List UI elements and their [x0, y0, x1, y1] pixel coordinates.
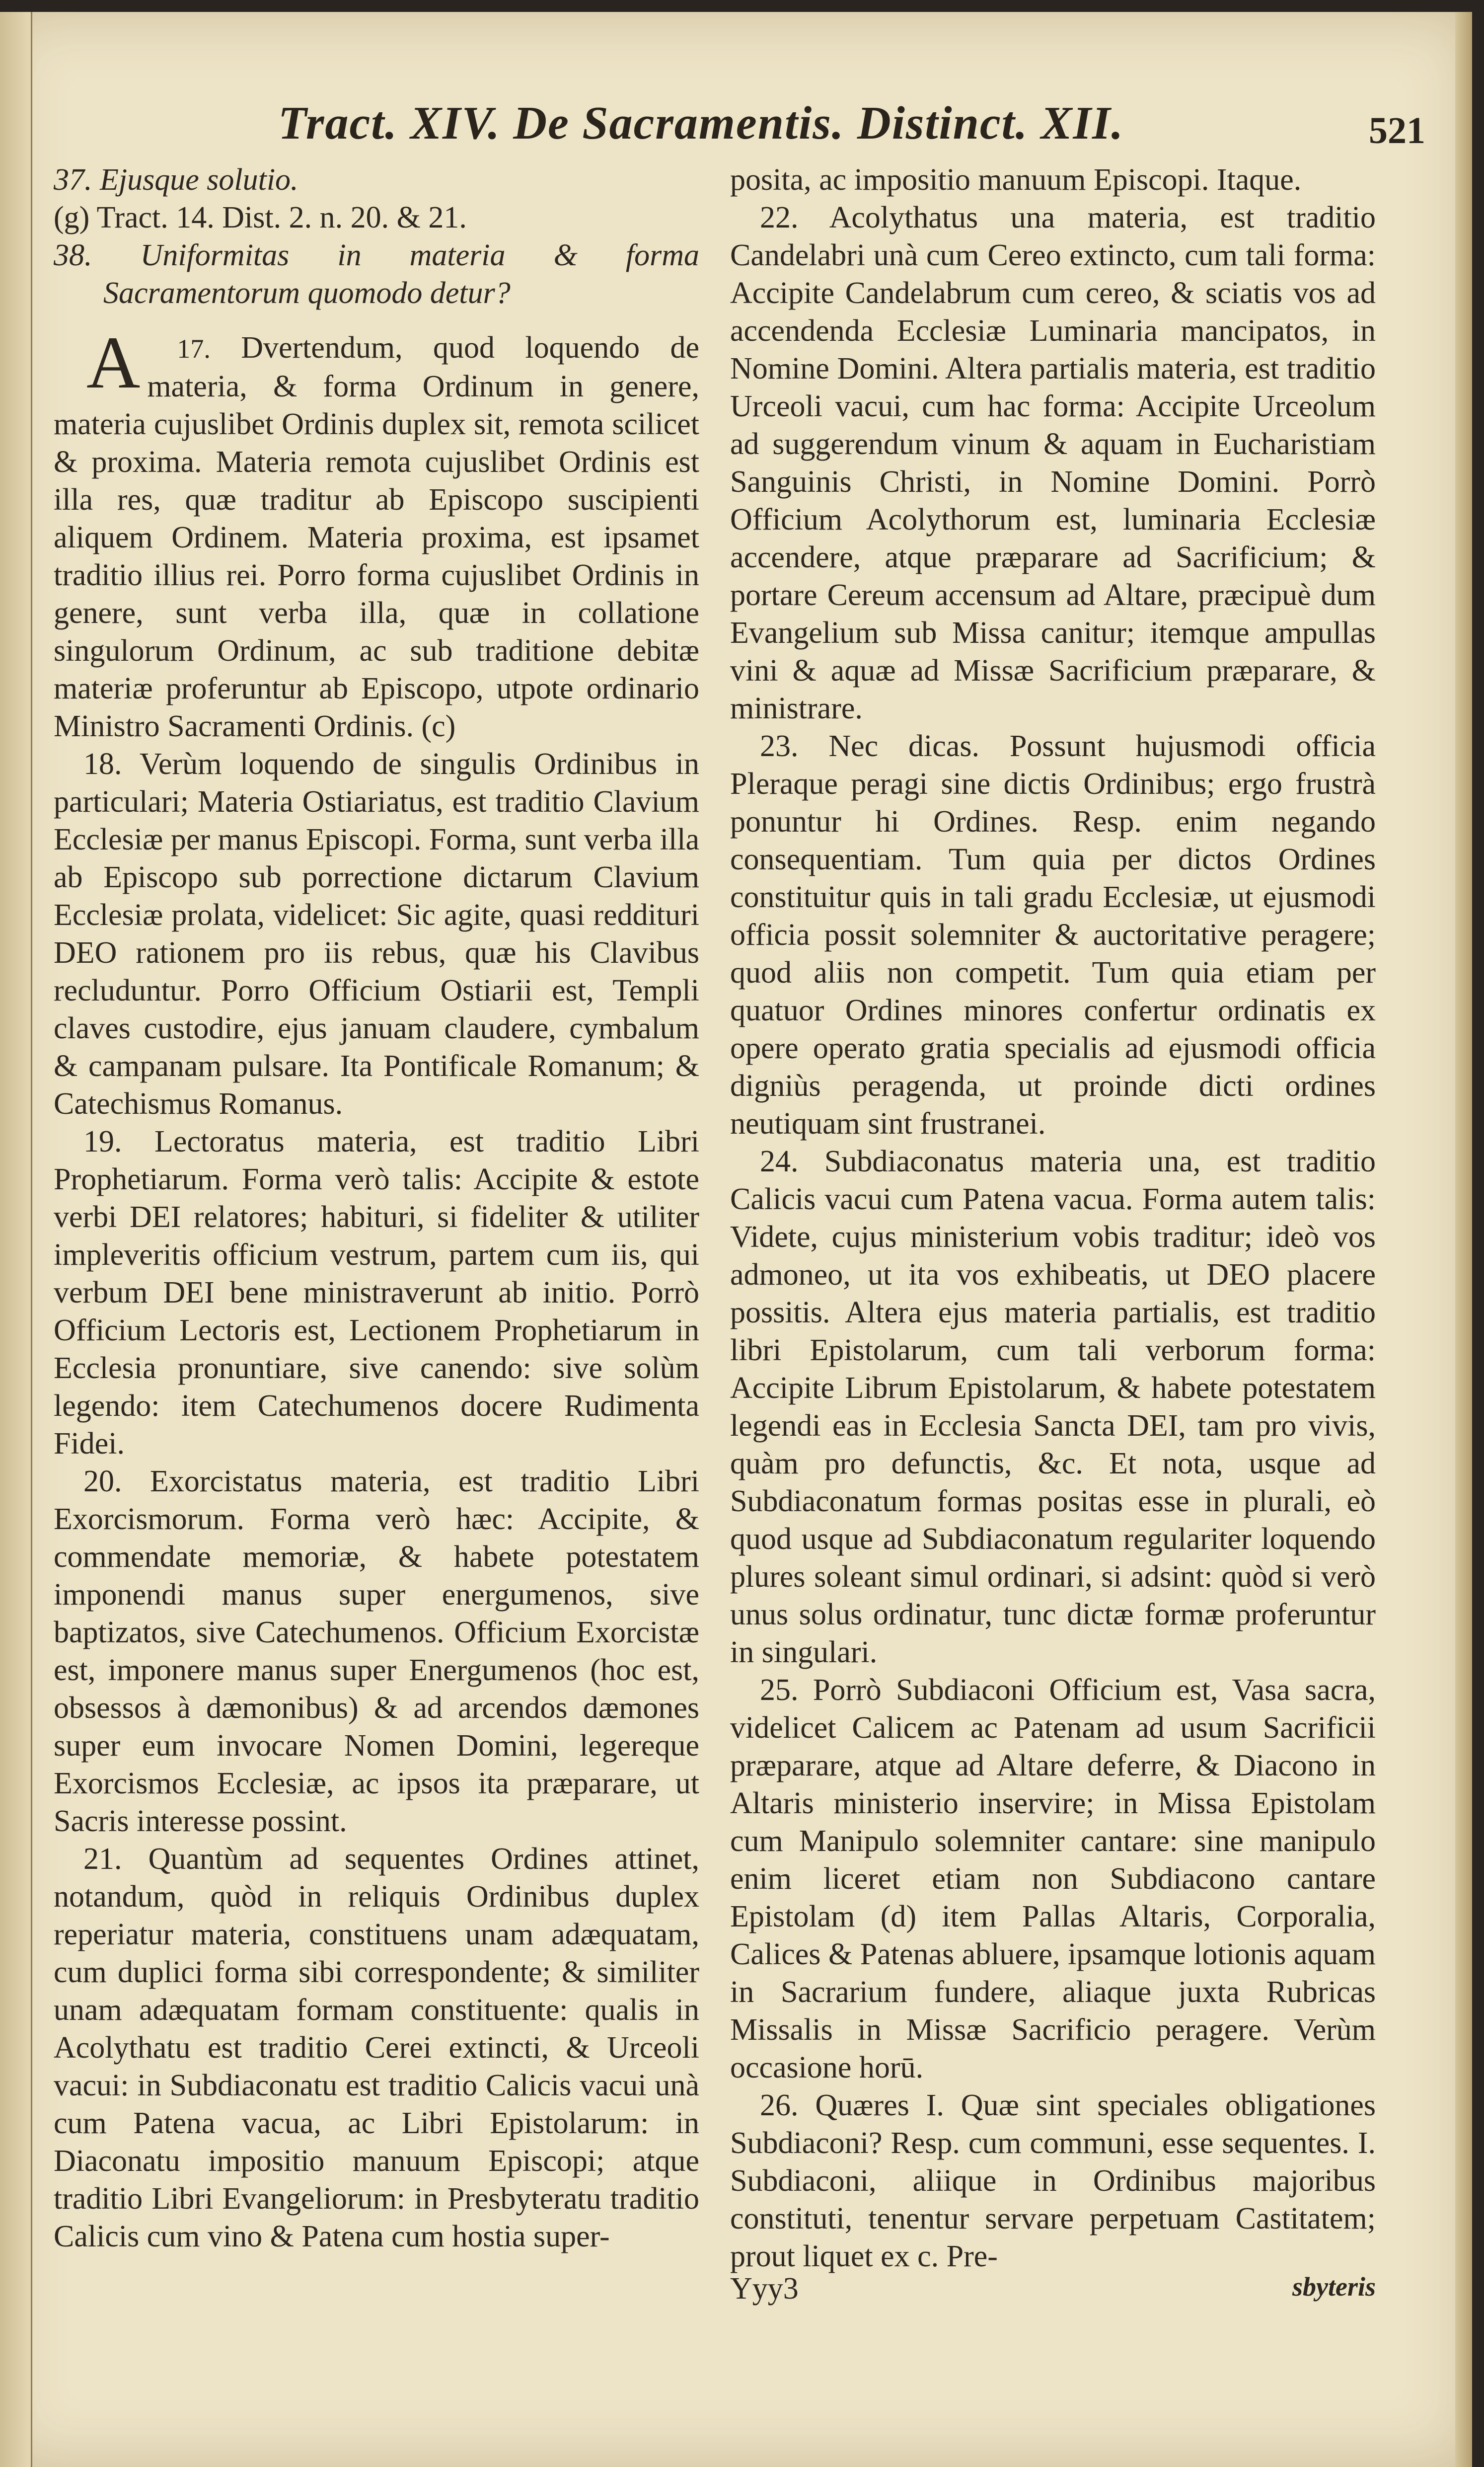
summary-37-reference: (g) Tract. 14. Dist. 2. n. 20. & 21.	[54, 201, 467, 234]
paragraph-text: Dvertendum, quod loquendo de materia, & forma Ordinum in genere, materia cujuslibet Ordinis duplex sit, remota scilicet & proxima. Materia remota cujuslibet Ordinis est illa res, quæ traditur ab Episcopo suscipienti aliquem Ordinem. Materia proxima, est ipsamet traditio illius rei. Porro forma cujuslibet Ordinis in genere, sunt verba illa, quæ in collatione singulorum Ordinum, ac sub traditione debitæ materiæ proferuntur ab Episcopo, utpote ordinario Ministro Sacramenti Ordinis. (c)	[54, 331, 699, 743]
marginal-summary	[54, 161, 699, 312]
paragraph-21: 21. Quantùm ad sequentes Ordines attinet, notandum, quòd in reliquis Ordinibus duplex reperiatur materia, constituens unam adæquatam, cum duplici forma sibi correspondente; & similiter unam adæquatam formam constituente: qualis in Acolythatu est traditio Cerei extincti, & Urceoli vacui: in Subdiaconatu est traditio Calicis vacui unà cum Patena vacua, ac Libri Epistolarum: in Diaconatu impositio manuum Episcopi; atque traditio Libri Evangeliorum: in Presbyteratu traditio Calicis cum vino & Patena cum hostia super-	[54, 1842, 699, 2253]
paragraph-18: 18. Verùm loquendo de singulis Ordinibus in particulari; Materia Ostiariatus, est traditio Clavium Ecclesiæ per manus Episcopi. Forma, sunt verba illa ab Episcopo sub porrectione dictarum Clavium Ecclesiæ prolata, videlicet: Sic agite, quasi reddituri DEO rationem pro iis rebus, quæ his Clavibus recluduntur. Porro Officium Ostiarii est, Templi claves custodire, ejus januam claudere, cymbalum & campanam pulsare. Ita Pontificale Romanum; & Catechismus Romanus.	[54, 747, 699, 1121]
paragraph-22: 22. Acolythatus una materia, est traditio Candelabri unà cum Cereo extincto, cum tali forma: Accipite Candelabrum cum cereo, & sciatis vos ad accendenda Ecclesiæ Luminaria mancipatos, in Nomine Domini. Altera partialis materia, est traditio Urceoli vacui, cum hac forma: Accipite Urceolum ad suggerendum vinum & aquam in Eucharistiam Sanguinis Christi, in Nomine Domini. Porrò Officium Acolythorum est, luminaria Ecclesiæ accendere, atque præparare ad Sacrificium; & portare Cereum accensum ad Altare, præcipuè dum Evangelium sub Missa canitur; itemque ampullas vini & aquæ ad Missæ Sacrificium præparare, & ministrare.	[730, 201, 1376, 725]
paragraph-21-continued: posita, ac impositio manuum Episcopi. Itaque.	[730, 163, 1302, 197]
summary-38: 38. Uniformitas in materia & forma Sacramentorum quomodo detur?	[54, 238, 699, 310]
left-column	[54, 161, 699, 2255]
paragraph-25: 25. Porrò Subdiaconi Officium est, Vasa sacra, videlicet Calicem ac Patenam ad usum Sacrificii præparare, atque ad Altare deferre, & Diacono in Altaris ministerio inservire; in Missa Epistolam cum Manipulo solemniter cantare: sine manipulo enim liceret etiam non Subdiacono cantare Epistolam (d) item Pallas Altaris, Corporalia, Calices & Patenas abluere, ipsamque lotionis aquam in Sacrarium fundere, aliaque juxta Rubricas Missalis in Missæ Sacrificio peragere. Verùm occasione horū.	[730, 1673, 1376, 2084]
previous-page-edge	[0, 12, 32, 2467]
page-fore-edge	[1455, 12, 1472, 2467]
paragraph-number: 17.	[177, 334, 211, 364]
paragraph-23: 23. Nec dicas. Possunt hujusmodi officia Pleraque peragi sine dictis Ordinibus; ergo frustrà ponuntur hi Ordines. Resp. enim negando consequentiam. Tum quia per dictos Ordines constituitur quis in tali gradu Ecclesiæ, ut ejusmodi officia possit solemniter & auctoritative peragere; quod aliis non competit. Tum quia etiam per quatuor Ordines minores confertur ordinatis ex opere operato gratia specialis ad ejusmodi officia digniùs peragenda, ut proinde dicti ordines neutiquam sint frustranei.	[730, 729, 1376, 1141]
book-page	[0, 12, 1472, 2467]
summary-37: 37. Ejusque solutio.	[54, 163, 298, 197]
page-number: 521	[1369, 110, 1425, 152]
paragraph-24: 24. Subdiaconatus materia una, est traditio Calicis vacui cum Patena vacua. Forma autem talis: Videte, cujus ministerium vobis traditur; ideò vos admoneo, ut ita vos exhibeatis, ut DEO placere possitis. Altera ejus materia partialis, est traditio libri Epistolarum, cum tali verborum forma: Accipite Librum Epistolarum, & habete potestatem legendi eas in Ecclesia Sancta DEI, tam pro vivis, quàm pro defunctis, &c. Et nota, usque ad Subdiaconatum formas positas esse in plurali, eò quod usque ad Subdiaconatum regulariter loquendo plures soleant simul ordinari, si adsint: quòd si verò unus solus ordinatur, tunc dictæ formæ proferuntur in singulari.	[730, 1145, 1376, 1669]
paragraph-19: 19. Lectoratus materia, est traditio Libri Prophetiarum. Forma verò talis: Accipite & estote verbi DEI relatores; habituri, si fideliter & utiliter impleveritis officium vestrum, partem cum iis, qui verbum DEI bene ministraverunt ab initio. Porrò Officium Lectoris est, Lectionem Prophetiarum in Ecclesia pronuntiare, sive canendo: sive solùm legendo: item Catechumenos docere Rudimenta Fidei.	[54, 1125, 699, 1461]
paragraph-20: 20. Exorcistatus materia, est traditio Libri Exorcismorum. Forma verò hæc: Accipite, & commendate memoriæ, & habete potestatem imponendi manus super energumenos, sive baptizatos, sive Catechumenos. Officium Exorcistæ est, imponere manus super Energumenos (hoc est, obsessos à dæmonibus) & ad arcendos dæmones super eum invocare Nomen Domini, legereque Exorcismos Ecclesiæ, ac ipsos ita præparare, ut Sacris interesse possint.	[54, 1465, 699, 1838]
catchword: sbyteris	[1292, 2272, 1376, 2302]
running-title: Tract. XIV. De Sacramentis. Distinct. XII.	[278, 97, 1124, 149]
paragraph-17	[54, 321, 699, 745]
right-column	[730, 161, 1376, 2275]
signature-mark: Yyy3	[730, 2272, 799, 2306]
page-footer	[730, 2271, 1376, 2311]
drop-capital: A	[86, 321, 141, 404]
paragraph-26: 26. Quæres I. Quæ sint speciales obligationes Subdiaconi? Resp. cum communi, esse sequentes. I. Subdiaconi, aliique in Ordinibus majoribus constituti, tenentur servare perpetuam Castitatem; prout liquet ex c. Pre-	[730, 2088, 1376, 2273]
